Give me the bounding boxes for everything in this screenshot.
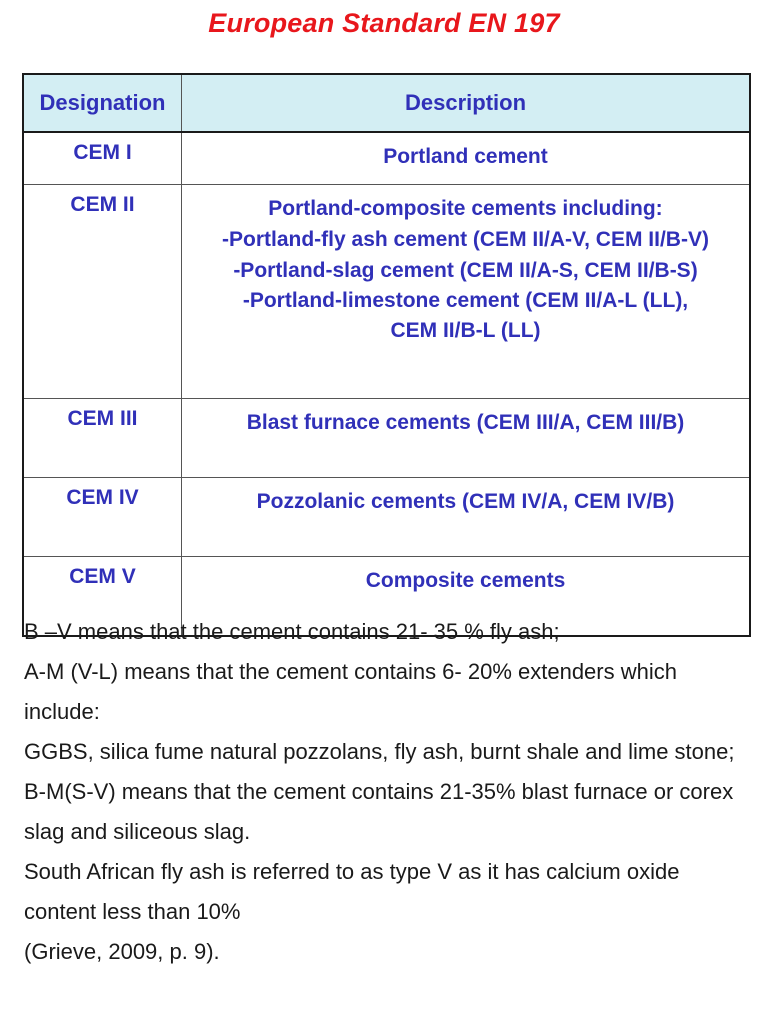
table-row bbox=[23, 132, 750, 185]
table-header-row bbox=[23, 74, 750, 132]
description-cell: Blast furnace cements (CEM III/A, CEM III/B) bbox=[182, 399, 751, 478]
designation-cell: CEM V bbox=[23, 557, 182, 637]
note-paragraph: B-M(S-V) means that the cement contains 21-35% blast furnace or corex slag and siliceous slag. bbox=[24, 779, 734, 844]
designation-cell: CEM I bbox=[23, 132, 182, 185]
note-paragraph: GGBS, silica fume natural pozzolans, fly ash, burnt shale and lime stone; bbox=[24, 739, 735, 764]
cement-designation-table bbox=[22, 73, 751, 637]
note-paragraph: B –V means that the cement contains 21- 35 % fly ash; bbox=[24, 619, 560, 644]
header-description: Description bbox=[182, 74, 751, 132]
header-designation: Designation bbox=[23, 74, 182, 132]
note-paragraph: A-M (V-L) means that the cement contains 6- 20% extenders which include: bbox=[24, 659, 677, 724]
table-row bbox=[23, 478, 750, 557]
designation-cell: CEM IV bbox=[23, 478, 182, 557]
designation-cell: CEM III bbox=[23, 399, 182, 478]
description-line: CEM II/B-L (LL) bbox=[390, 319, 541, 342]
table-row bbox=[23, 185, 750, 399]
document-title: European Standard EN 197 bbox=[208, 8, 560, 38]
note-paragraph: South African fly ash is referred to as type V as it has calcium oxide content less than 10% bbox=[24, 859, 680, 924]
description-cell: Portland cement bbox=[182, 132, 751, 185]
note-citation: (Grieve, 2009, p. 9). bbox=[24, 939, 220, 964]
description-line: -Portland-fly ash cement (CEM II/A-V, CEM II/B-V) bbox=[222, 228, 709, 251]
notes-section bbox=[24, 612, 744, 972]
description-cell bbox=[182, 185, 751, 399]
description-line: Portland-composite cements including: bbox=[268, 197, 663, 220]
designation-cell: CEM II bbox=[23, 185, 182, 399]
description-cell: Pozzolanic cements (CEM IV/A, CEM IV/B) bbox=[182, 478, 751, 557]
description-cell: Composite cements bbox=[182, 557, 751, 637]
description-line: -Portland-limestone cement (CEM II/A-L (LL), bbox=[242, 289, 689, 312]
table-row bbox=[23, 399, 750, 478]
description-line: -Portland-slag cement (CEM II/A-S, CEM II/B-S) bbox=[233, 259, 698, 282]
